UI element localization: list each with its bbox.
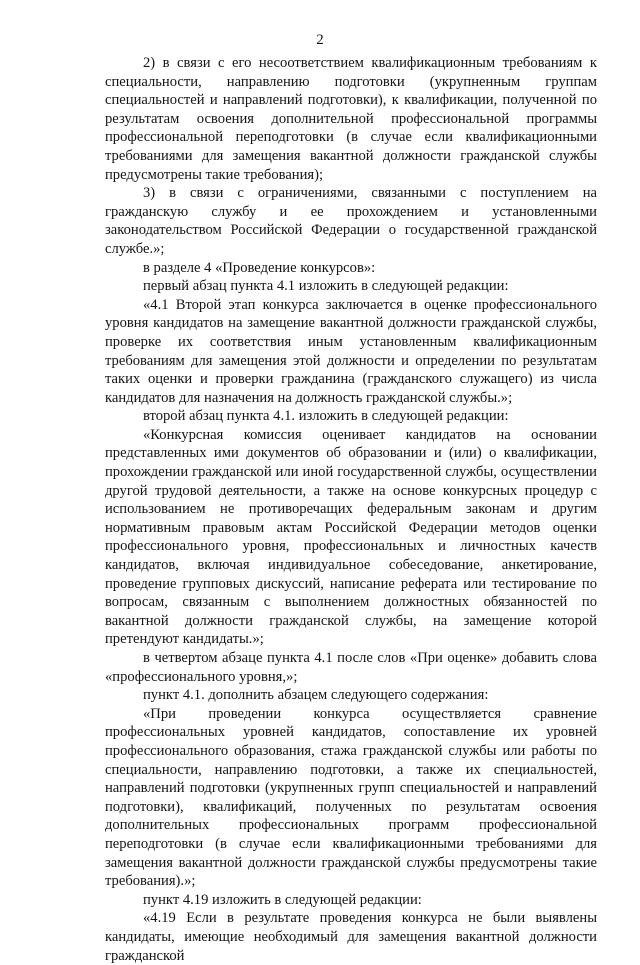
paragraph-clause-4-1: «4.1 Второй этап конкурса заключается в оценке профессионального уровня кандидатов на замещение вакантной должности гражданской службы, проверке их соответствия иным установленным квалификационным требованиям для замещения этой должности и определении по результатам таких оценки и проверки гражданина (гражданского служащего) из числа кандидатов для назначения на должность гражданской службы.»; (105, 296, 597, 406)
paragraph-second-abzac-instruction: второй абзац пункта 4.1. изложить в следующей редакции: (143, 408, 509, 425)
paragraph-fourth-abzac-amendment: в четвертом абзаце пункта 4.1 после слов «При оценке» добавить слова «профессионального уровня,»; (105, 650, 597, 685)
paragraph-supplement-instruction: пункт 4.1. дополнить абзацем следующего содержания: (143, 687, 489, 704)
page-number: 2 (316, 32, 324, 48)
paragraph-first-abzac-instruction: первый абзац пункта 4.1 изложить в следующей редакции: (143, 278, 509, 295)
paragraph-clause-4-19: «4.19 Если в результате проведения конкурса не были выявлены кандидаты, имеющие необходимый для замещения вакантной должности гражданской (105, 910, 597, 964)
paragraph-clause-4-19-instruction: пункт 4.19 изложить в следующей редакции: (143, 891, 422, 908)
paragraph-comparison-clause: «При проведении конкурса осуществляется сравнение профессиональных уровней кандидатов, сопоставление их уровней профессионального образования, стажа гражданской службы или работы по специальности, направлению подготовки, а также их специальностей, направлений подготовки (укрупненных групп специальностей и направлений подготовки), квалификаций, полученных по результатам освоения дополнительных профессиональных программ профессиональной переподготовки (в случае если квалификационными требованиями для замещения вакантной должности гражданской службы предусмотрены такие требования).»; (105, 705, 597, 890)
paragraph-section-4-heading: в разделе 4 «Проведение конкурсов»: (143, 259, 376, 276)
paragraph-item-3: 3) в связи с ограничениями, связанными с поступлением на гражданскую службу и ее прохождением и установленными законодательством Российской Федерации о государственной гражданской службе.»; (105, 185, 597, 257)
document-body (105, 54, 597, 965)
paragraph-item-2: 2) в связи с его несоответствием квалификационным требованиям к специальности, направлению подготовки (укрупненным группам специальностей и направлений подготовки), к квалификации, полученной по результатам освоения дополнительной профессиональной программы профессиональной переподготовки (в случае если квалификационными требованиями для замещения вакантной должности гражданской службы предусмотрены такие требования); (105, 55, 597, 183)
paragraph-commission-evaluation: «Конкурсная комиссия оценивает кандидатов на основании представленных ими документов об образовании и (или) о квалификации, прохождении гражданской или иной государственной службы, осуществлении другой трудовой деятельности, а также на основе конкурсных процедур с использованием не противоречащих федеральным законам и другим нормативным правовым актам Российской Федерации методов оценки профессионального уровня, профессиональных и личностных качеств кандидатов, включая индивидуальное собеседование, анкетирование, проведение групповых дискуссий, написание реферата или тестирование по вопросам, связанным с выполнением должностных обязанностей по вакантной должности гражданской службы, на замещение которой претендуют кандидаты.»; (105, 426, 597, 648)
